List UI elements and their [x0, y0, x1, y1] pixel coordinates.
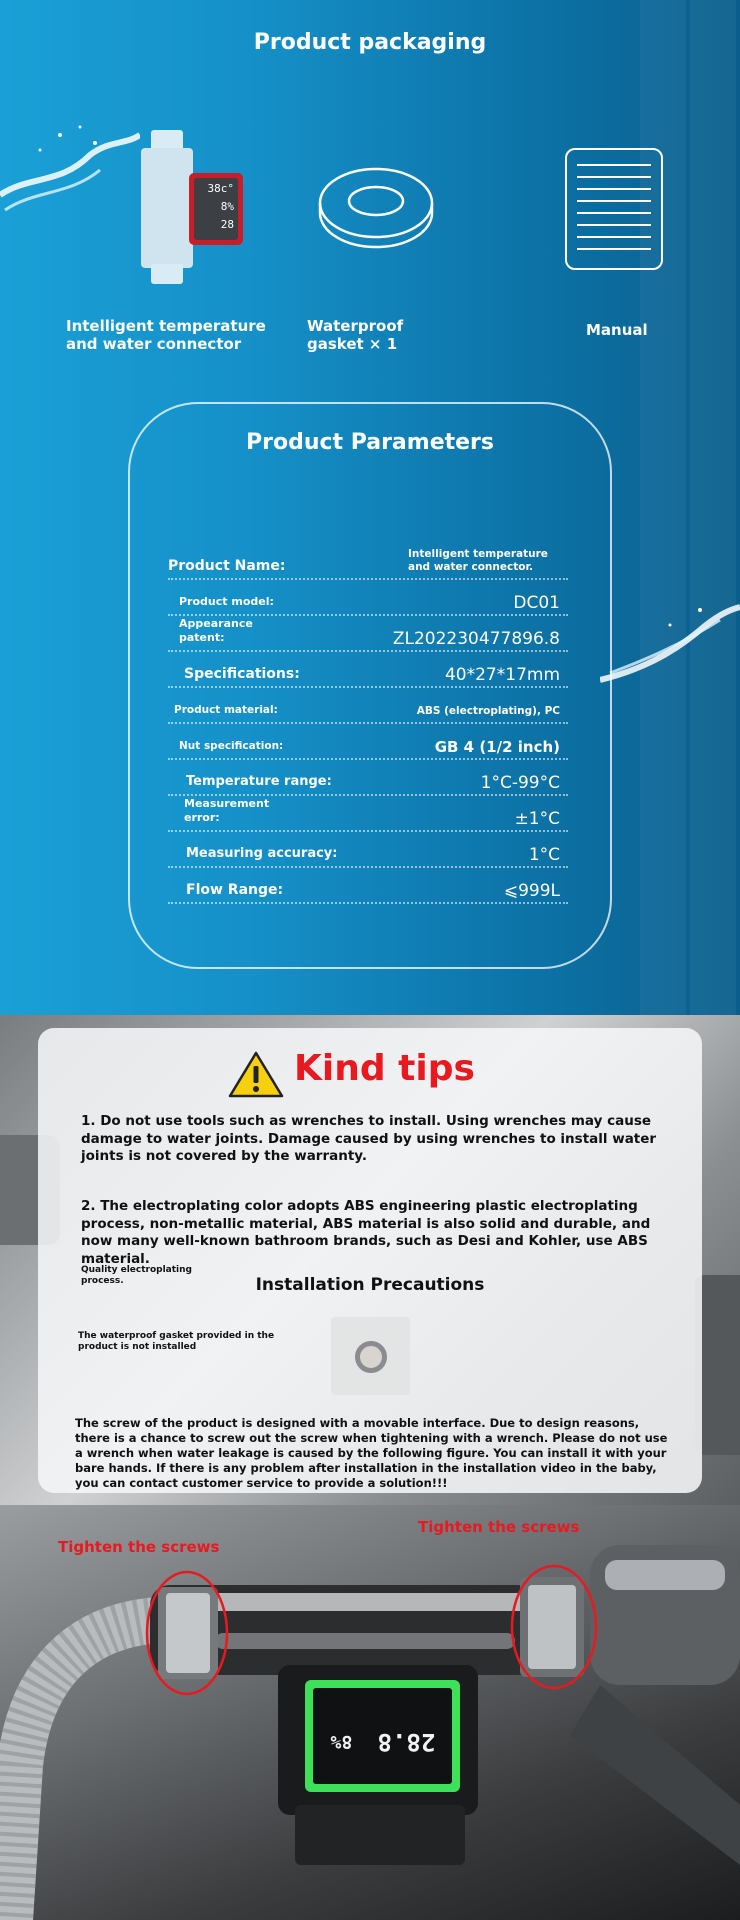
tip-two: 2. The electroplating color adopts ABS engineering plastic electroplating process, non-metallic material, ABS material is also solid and durable, and now many well-known bathroom brands, such as Desi and Kohler, use ABS material. — [81, 1198, 651, 1267]
param-label: Flow Range: — [186, 882, 284, 898]
param-label: Measuring accuracy: — [186, 846, 338, 861]
temperature-display — [318, 1697, 448, 1787]
param-value: ⩽999L — [503, 881, 560, 901]
device-screen: 38c° 8% 28 — [194, 178, 238, 240]
param-row — [168, 696, 568, 724]
bg-stripe — [690, 0, 736, 1015]
param-row — [168, 840, 568, 868]
parameters-title: Product Parameters — [245, 430, 494, 455]
display-readout: 8% — [330, 1731, 353, 1753]
param-label: Product Name: — [168, 558, 286, 574]
param-label: Nut specification: — [179, 740, 284, 752]
quality-note: Quality electroplating process. — [81, 1265, 192, 1286]
param-row — [168, 768, 568, 796]
param-value: ZL202230477896.8 — [392, 629, 560, 649]
tips-section — [0, 1015, 740, 1505]
water-splash-icon — [600, 595, 740, 685]
kind-tips-title: Kind tips — [294, 1048, 475, 1089]
param-label: Specifications: — [184, 666, 300, 682]
tighten-label-left: Tighten the screws — [58, 1538, 220, 1556]
tip-one: 1. Do not use tools such as wrenches to install. Using wrenches may cause damage to water joints. Damage caused by using wrenches to install water joints is not covered by the warranty. — [81, 1113, 657, 1164]
param-value: 40*27*17mm — [444, 665, 560, 685]
packaging-label-connector: Intelligent temperature and water connector — [66, 317, 266, 353]
param-row — [168, 797, 568, 832]
param-value: GB 4 (1/2 inch) — [434, 738, 560, 756]
gasket-photo — [331, 1317, 410, 1395]
param-label: Appearance patent: — [179, 617, 253, 644]
connector-icon — [137, 128, 247, 283]
param-value: ABS (electroplating), PC — [416, 705, 560, 717]
manual-icon — [565, 148, 663, 270]
packaging-title: Product packaging — [253, 30, 487, 55]
packaging-label-manual: Manual — [586, 321, 648, 339]
param-value: 1°C-99°C — [480, 773, 560, 793]
param-row — [168, 617, 568, 652]
warning-icon — [228, 1050, 284, 1098]
param-value: ±1°C — [514, 809, 560, 829]
tips-card — [38, 1028, 702, 1493]
param-label: Temperature range: — [186, 774, 332, 789]
param-row — [168, 660, 568, 688]
display-readout: 28.8 — [377, 1728, 436, 1756]
gasket-icon — [316, 163, 436, 251]
param-label: Product material: — [174, 704, 278, 716]
water-splash-icon — [0, 115, 140, 215]
param-row — [168, 548, 568, 580]
param-row — [168, 732, 568, 760]
param-value: DC01 — [513, 593, 560, 613]
installation-title: Installation Precautions — [255, 1275, 485, 1295]
installation-photo — [0, 1505, 740, 1920]
param-value: 1°C — [528, 845, 560, 865]
param-label: Measurement error: — [184, 797, 270, 824]
param-value: Intelligent temperature and water connector. — [408, 548, 548, 573]
gasket-note: The waterproof gasket provided in the product is not installed — [78, 1331, 275, 1352]
tighten-label-right: Tighten the screws — [418, 1518, 580, 1536]
parameters-card — [128, 402, 612, 969]
param-row — [168, 588, 568, 616]
screw-note: The screw of the product is designed with a movable interface. Due to design reasons, there is a chance to screw out the screw when tightening with a wrench. Please do not use a wrench when water leakage is caused by the following figure. You can install it with your bare hands. If there is any problem after installation in the installation video in the baby, you can contact customer service to provide a solution!!! — [75, 1416, 668, 1490]
packaging-label-gasket: Waterproof gasket × 1 — [307, 317, 404, 353]
param-label: Product model: — [179, 595, 274, 608]
param-row — [168, 876, 568, 904]
